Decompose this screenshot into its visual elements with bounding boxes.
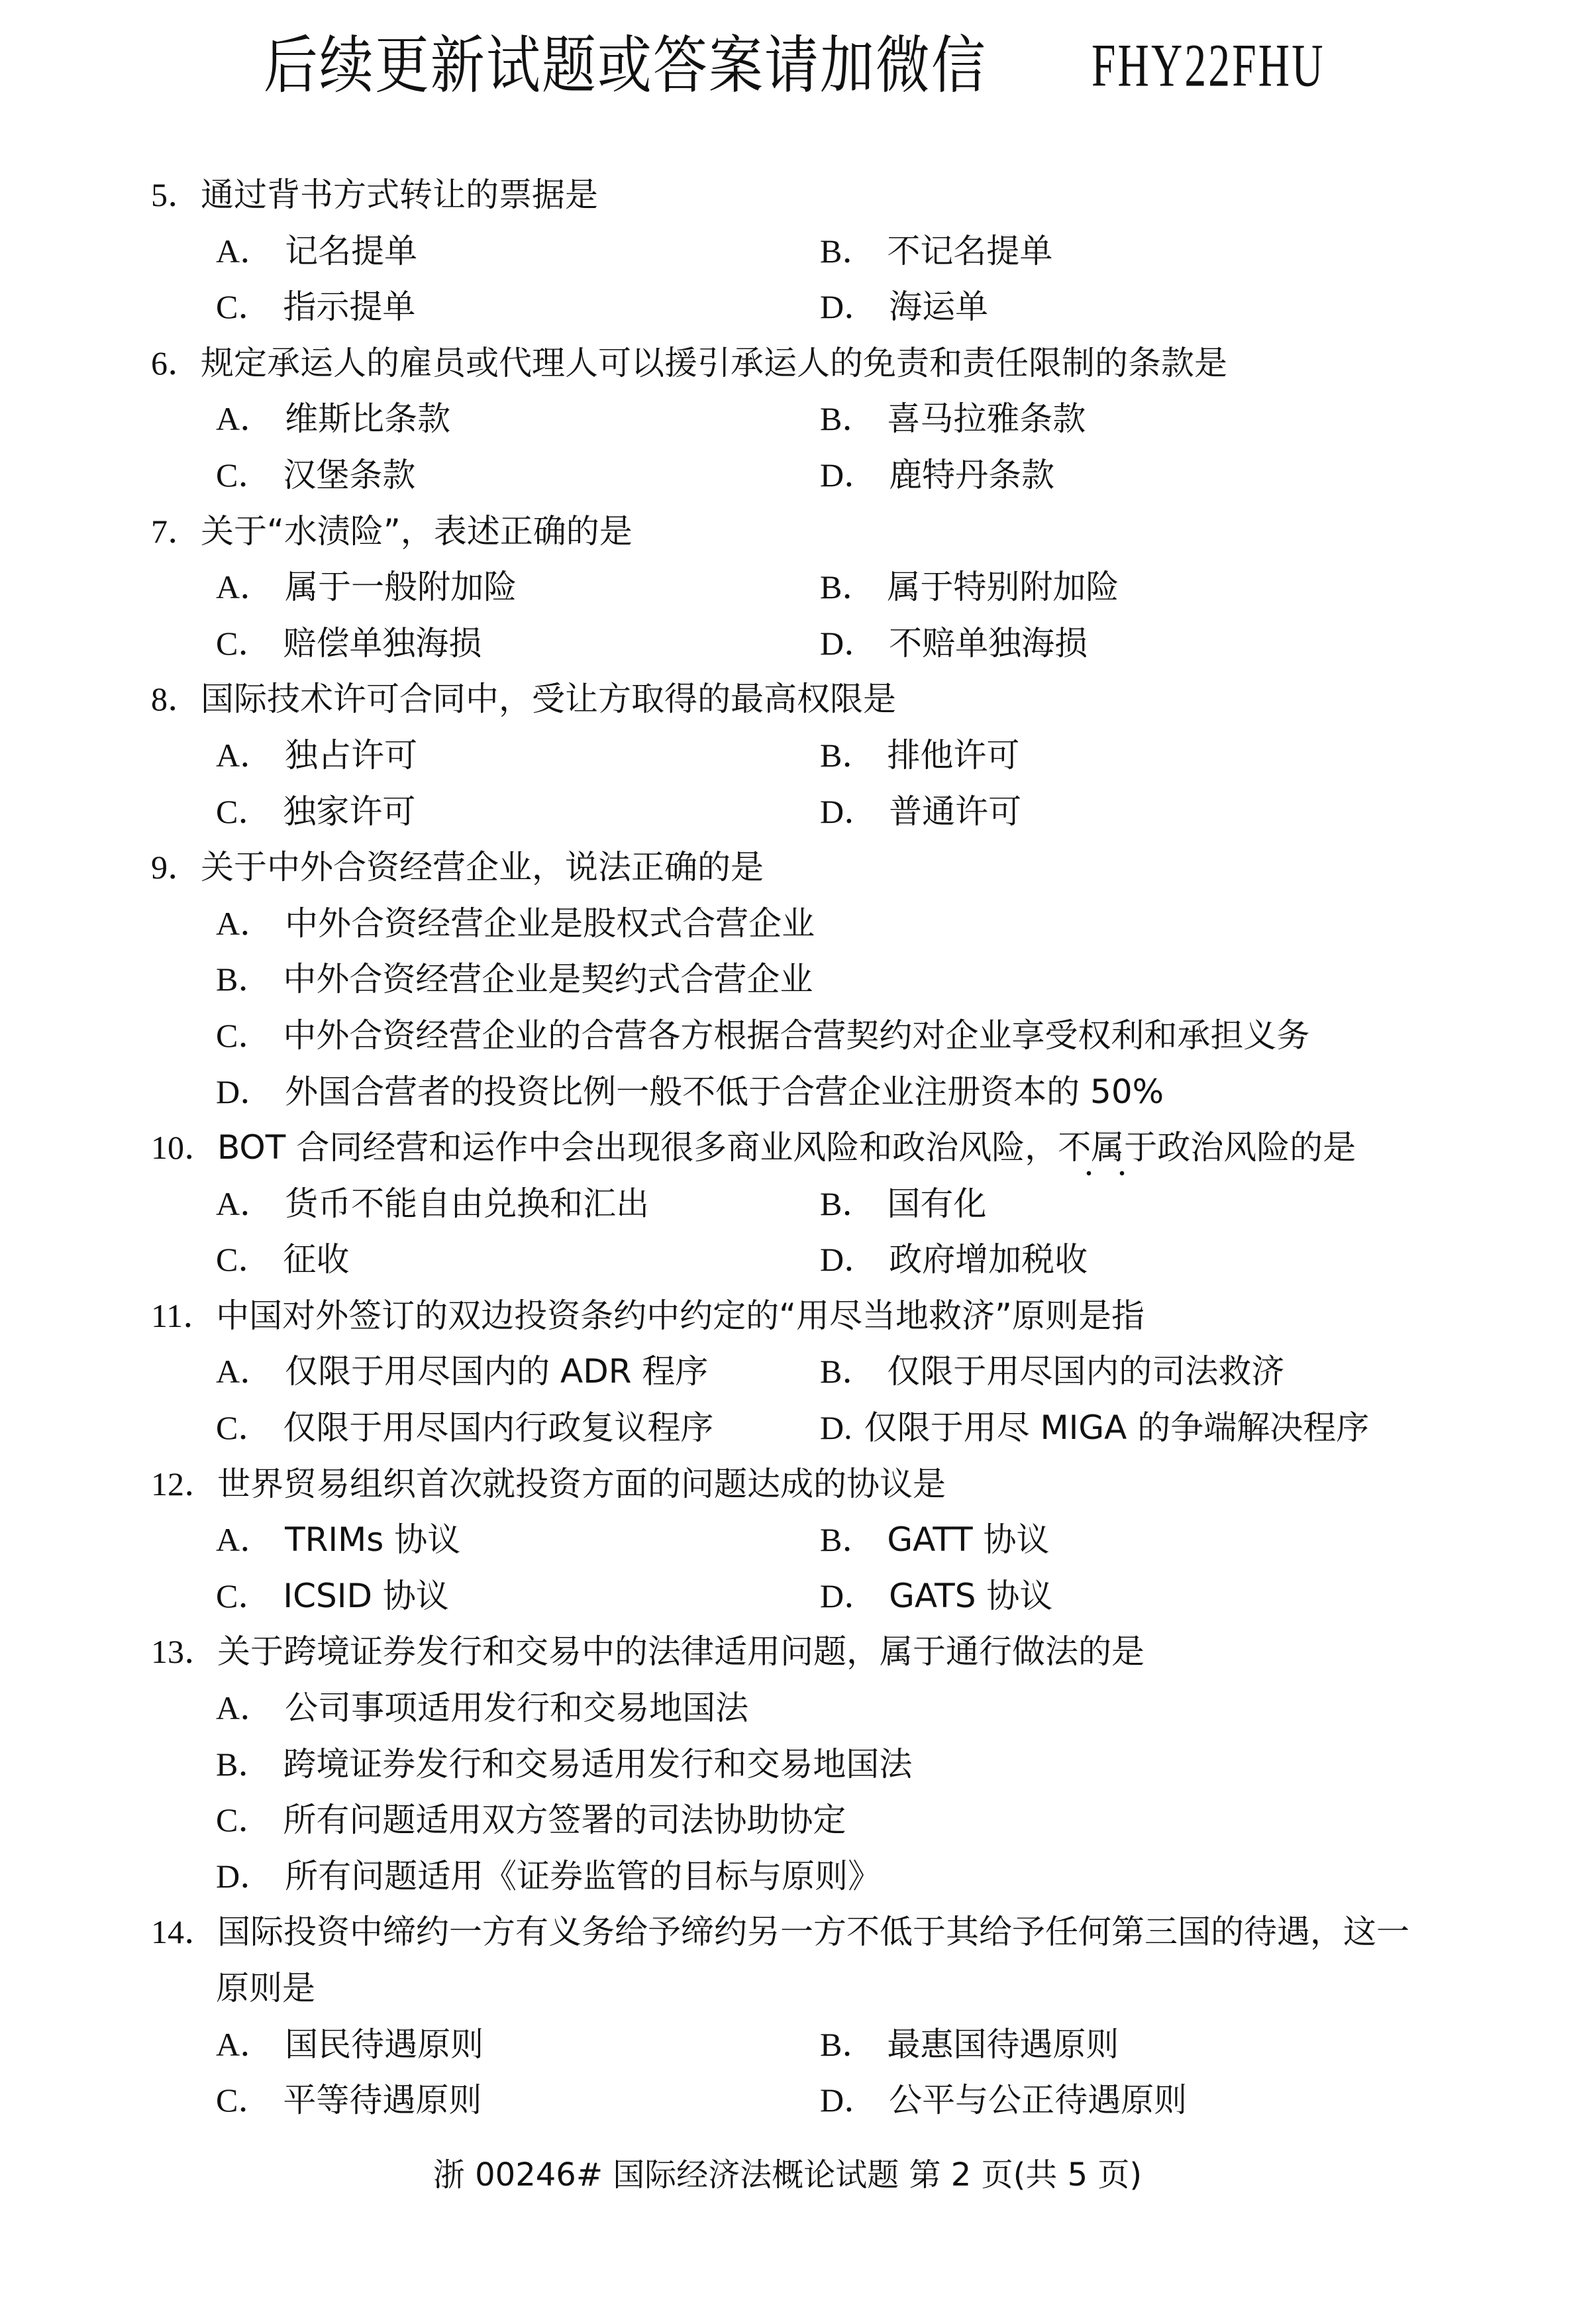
option-c: C． 赔偿单独海损 (216, 623, 482, 662)
option-b: B． 中外合资经营企业是契约式合营企业 (216, 960, 813, 999)
option-c: C． 平等待遇原则 (216, 2081, 482, 2120)
header-notice: 后续更新试题或答案请加微信 (263, 29, 987, 103)
option-b: B． 排他许可 (820, 735, 1020, 774)
question-number: 7． (151, 512, 201, 550)
option-c: C． 中外合资经营企业的合营各方根据合营契约对企业享受权利和承担义务 (216, 1016, 1310, 1055)
option-a: A． 仅限于用尽国内的 ADR 程序 (216, 1352, 709, 1391)
option-a: A． 货币不能自由兑换和汇出 (216, 1184, 650, 1223)
question-number: 6． (151, 344, 201, 382)
option-a: A． 国民待遇原则 (216, 2025, 484, 2064)
question-10 (151, 1120, 1449, 1288)
option-c: C． 汉堡条款 (216, 455, 416, 494)
question-12 (151, 1456, 1449, 1624)
option-d: D． 海运单 (820, 288, 989, 327)
option-a: A． 属于一般附加险 (216, 568, 517, 607)
question-number: 10． (151, 1129, 217, 1167)
question-number: 12． (151, 1465, 217, 1503)
question-stem: BOT 合同经营和运作中会出现很多商业风险和政治风险，不属于政治风险的是 (217, 1128, 1356, 1167)
option-b: B． 不记名提单 (820, 231, 1053, 270)
option-d: D． 外国合营者的投资比例一般不低于合营企业注册资本的 50% (216, 1072, 1164, 1111)
page-header (0, 26, 1575, 106)
question-stem: 中国对外签订的双边投资条约中约定的“用尽当地救济”原则是指 (216, 1296, 1144, 1335)
question-13 (151, 1624, 1449, 1904)
question-number: 5． (151, 176, 201, 213)
option-b: B． 喜马拉雅条款 (820, 399, 1086, 439)
question-stem-continued: 原则是 (216, 1969, 315, 2007)
option-c: C． 仅限于用尽国内行政复议程序 (216, 1408, 714, 1448)
option-d: D． 公平与公正待遇原则 (820, 2081, 1188, 2120)
question-stem: 通过背书方式转让的票据是 (201, 176, 598, 214)
question-5 (151, 167, 1449, 335)
question-stem: 关于跨境证券发行和交易中的法律适用问题，属于通行做法的是 (217, 1632, 1144, 1671)
question-number: 14． (151, 1913, 217, 1951)
question-stem: 关于“水渍险”，表述正确的是 (201, 511, 633, 551)
question-stem: 规定承运人的雇员或代理人可以援引承运人的免责和责任限制的条款是 (201, 343, 1227, 382)
option-a: A． 独占许可 (216, 735, 418, 774)
question-number: 9． (151, 849, 201, 886)
option-c: C． 指示提单 (216, 288, 416, 327)
option-a: A． TRIMs 协议 (216, 1520, 461, 1559)
question-7 (151, 503, 1449, 672)
page-footer: 浙 00246# 国际经济法概论试题 第 2 页(共 5 页) (432, 2156, 1143, 2193)
question-number: 11． (151, 1296, 217, 1334)
option-c: C． ICSID 协议 (216, 1576, 449, 1615)
question-14 (151, 1904, 1449, 2128)
option-c: C． 独家许可 (216, 792, 416, 831)
question-9 (151, 839, 1449, 1120)
option-a: A． 维斯比条款 (216, 399, 451, 439)
option-d: D． 政府增加税收 (820, 1240, 1088, 1279)
option-d: D． 不赔单独海损 (820, 623, 1088, 662)
option-d: D． 所有问题适用《证券监管的目标与原则》 (216, 1856, 882, 1895)
option-b: B． GATT 协议 (820, 1520, 1050, 1559)
question-11 (151, 1288, 1449, 1456)
option-a: A． 记名提单 (216, 231, 418, 270)
option-a: A． 公司事项适用发行和交易地国法 (216, 1689, 749, 1728)
option-d: D． 鹿特丹条款 (820, 455, 1055, 494)
option-b: B． 跨境证券发行和交易适用发行和交易地国法 (216, 1744, 913, 1783)
question-stem: 世界贸易组织首次就投资方面的问题达成的协议是 (217, 1464, 946, 1503)
question-stem: 国际技术许可合同中，受让方取得的最高权限是 (201, 680, 896, 719)
question-stem: 国际投资中缔约一方有义务给予缔约另一方不低于其给予任何第三国的待遇，这一 (217, 1913, 1409, 1952)
emphasis-dots: 不属于 (1058, 1128, 1158, 1167)
question-8 (151, 671, 1449, 839)
option-c: C． 所有问题适用双方签署的司法协助协定 (216, 1801, 846, 1840)
question-6 (151, 335, 1449, 503)
option-a: A． 中外合资经营企业是股权式合营企业 (216, 904, 815, 943)
option-d: D. 仅限于用尽 MIGA 的争端解决程序 (820, 1408, 1370, 1448)
option-b: B． 最惠国待遇原则 (820, 2025, 1119, 2064)
question-number: 13． (151, 1633, 217, 1671)
option-b: B． 仅限于用尽国内的司法救济 (820, 1352, 1285, 1391)
option-d: D． GATS 协议 (820, 1576, 1053, 1615)
option-c: C． 征收 (216, 1240, 350, 1279)
question-list (151, 167, 1449, 2129)
option-b: B． 属于特别附加险 (820, 568, 1119, 607)
question-number: 8． (151, 680, 201, 718)
header-wechat-id: FHY22FHU (1092, 32, 1325, 100)
option-b: B． 国有化 (820, 1184, 987, 1223)
option-d: D． 普通许可 (820, 792, 1022, 831)
question-stem: 关于中外合资经营企业，说法正确的是 (201, 848, 764, 887)
